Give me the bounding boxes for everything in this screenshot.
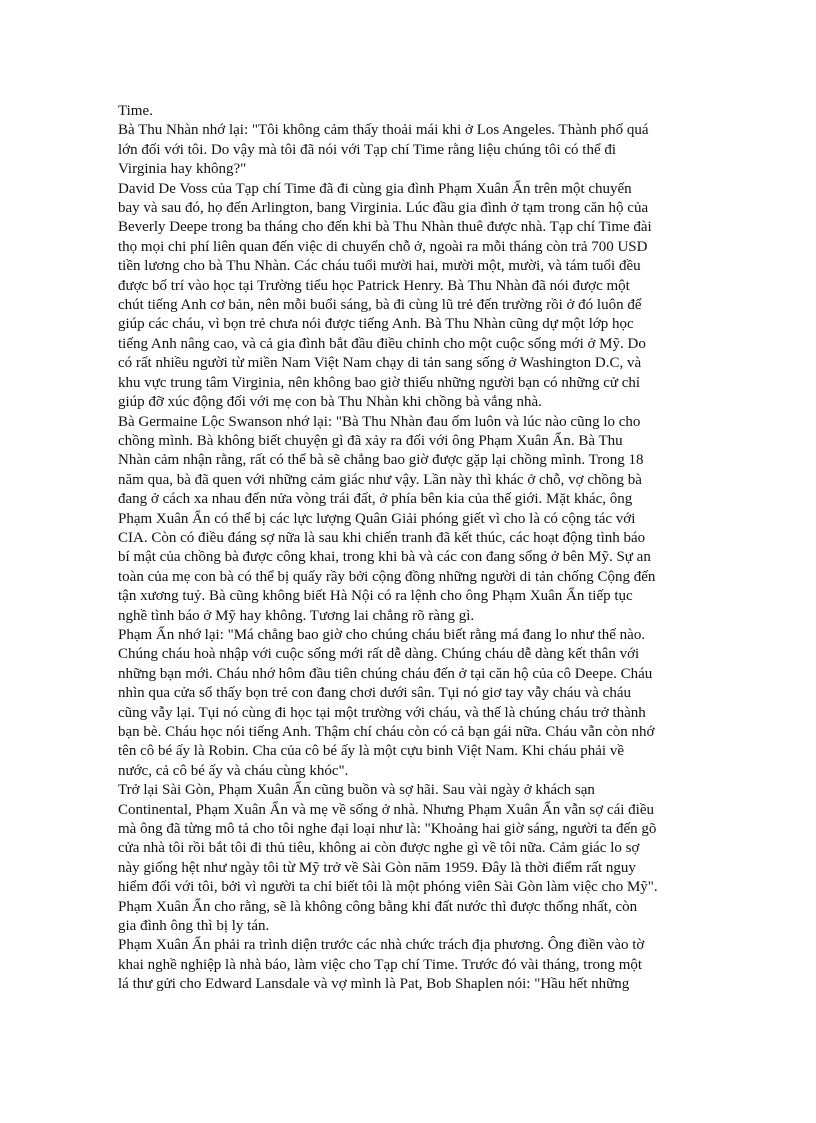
text-line: này giống hệt như ngày tôi từ Mỹ trở về Sài Gòn năm 1959. Đây là thời điểm rất nguy — [118, 859, 636, 876]
text-line: nước, cả cô bé ấy và cháu cùng khóc". — [118, 762, 349, 779]
text-line: bạn bè. Cháu học nói tiếng Anh. Thậm chí cháu còn có cả bạn gái nữa. Cháu vẫn còn nhớ — [118, 724, 655, 740]
text-line: có rất nhiều người từ miền Nam Việt Nam chạy di tản sang sống ở Washington D.C, và — [118, 355, 642, 372]
text-line: năm qua, bà đã quen với những cảm giác như vậy. Lần này thì khác ở chỗ, vợ chồng bà — [118, 471, 642, 488]
text-line: nhìn qua cửa sổ thấy bọn trẻ con đang chơi dưới sân. Tụi nó giơ tay vẫy cháu và cháu — [118, 685, 631, 702]
text-line: Trở lại Sài Gòn, Phạm Xuân Ẩn cũng buồn và sợ hãi. Sau vài ngày ở khách sạn — [118, 782, 595, 799]
text-line: Nhàn cảm nhận rằng, rất có thể bà sẽ chẳng bao giờ được gặp lại chồng mình. Trong 18 — [118, 452, 644, 469]
text-line: tên cô bé ấy là Robin. Cha của cô bé ấy là một cựu binh Việt Nam. Khi cháu phải về — [118, 743, 624, 760]
text-line: chồng mình. Bà không biết chuyện gì đã xảy ra đối với ông Phạm Xuân Ẩn. Bà Thu — [118, 432, 623, 449]
text-line: mà ông đã từng mô tả cho tôi nghe đại loại như là: "Khoảng hai giờ sáng, người ta đến gõ — [118, 821, 657, 838]
text-line: đang ở cách xa nhau đến nửa vòng trái đất, ở phía bên kia của thế giới. Mặt khác, ông — [118, 491, 633, 508]
text-line: toàn của mẹ con bà có thể bị quấy rầy bởi cộng đồng những người di tản chống Cộng đến — [118, 568, 656, 585]
text-line: thọ mọi chi phí liên quan đến việc di chuyển chỗ ở, ngoài ra mỗi tháng còn trả 700 USD — [118, 238, 648, 255]
paragraph-3 — [118, 180, 700, 413]
text-line: Virginia hay không?" — [118, 161, 247, 178]
paragraph-7 — [118, 936, 700, 994]
text-line: được bố trí vào học tại Trường tiểu học Patrick Henry. Bà Thu Nhàn đã nói được một — [118, 277, 630, 294]
text-line: hiểm đối với tôi, bởi vì người ta chỉ biết tôi là một phóng viên Sài Gòn làm việc cho Mỹ". — [118, 879, 658, 896]
text-line: Bà Germaine Lộc Swanson nhớ lại: "Bà Thu Nhàn đau ốm luôn và lúc nào cũng lo cho — [118, 413, 641, 430]
text-line: nghề tình báo ở Mỹ hay không. Tương lai chẳng rõ ràng gì. — [118, 607, 475, 624]
text-line: chút tiếng Anh cơ bản, nên mỗi buổi sáng, bà đi cùng lũ trẻ đến trường rồi ở đó luôn để — [118, 297, 642, 314]
text-line: khai nghề nghiệp là nhà báo, làm việc cho Tạp chí Time. Trước đó vài tháng, trong một — [118, 956, 643, 973]
text-line: lá thư gửi cho Edward Lansdale và vợ mình là Pat, Bob Shaplen nói: "Hầu hết những — [118, 976, 630, 993]
text-line: CIA. Còn có điều đáng sợ nữa là sau khi chiến tranh đã kết thúc, các hoạt động tình báo — [118, 529, 646, 546]
text-line: gia đình ông thì bị ly tán. — [118, 918, 270, 935]
text-line: giúp đỡ xúc động đối với mẹ con bà Thu Nhàn khi chồng bà vắng nhà. — [118, 394, 542, 411]
text-line: tiền lương cho bà Thu Nhàn. Các cháu tuổi mười hai, mười một, mười, và tám tuổi đều — [118, 258, 641, 275]
document-page — [118, 102, 700, 995]
paragraph-2 — [118, 121, 700, 179]
paragraph-4 — [118, 413, 700, 626]
text-line: cửa nhà tôi rồi bắt tôi đi thủ tiêu, không ai còn được nghe gì về tôi nữa. Cảm giác lo sợ — [118, 840, 640, 857]
text-line: Continental, Phạm Xuân Ẩn và mẹ về sống ở nhà. Nhưng Phạm Xuân Ẩn vẫn sợ cái điều — [118, 801, 654, 818]
text-line: cũng vẫy lại. Tụi nó cùng đi học tại một trường với cháu, và thế là chúng cháu trở thành — [118, 704, 646, 721]
text-line: David De Voss của Tạp chí Time đã đi cùng gia đình Phạm Xuân Ẩn trên một chuyến — [118, 180, 632, 197]
text-line: Phạm Xuân Ẩn phải ra trình diện trước các nhà chức trách địa phương. Ông điền vào tờ — [118, 937, 645, 954]
paragraph-1 — [118, 102, 700, 121]
text-line: những bạn mới. Cháu nhớ hôm đầu tiên chúng cháu đến ở tại căn hộ của cô Deepe. Cháu — [118, 665, 653, 682]
text-line: Beverly Deepe trong ba tháng cho đến khi bà Thu Nhàn thuê được nhà. Tạp chí Time đài — [118, 219, 652, 236]
text-line: Phạm Xuân Ẩn có thể bị các lực lượng Quân Giải phóng giết vì cho là có cộng tác với — [118, 510, 636, 527]
text-line: Phạm Ẩn nhớ lại: "Má chẳng bao giờ cho chúng cháu biết rằng má đang lo như thế nào. — [118, 626, 646, 643]
text-line: lớn đối với tôi. Do vậy mà tôi đã nói với Tạp chí Time rằng liệu chúng tôi có thể đi — [118, 141, 617, 158]
text-line: tiếng Anh nâng cao, và cả gia đình bắt đầu điều chỉnh cho một cuộc sống mới ở Mỹ. Do — [118, 335, 646, 352]
paragraph-6 — [118, 781, 700, 936]
text-line: bay và sau đó, họ đến Arlington, bang Virginia. Lúc đầu gia đình ở tạm trong căn hộ của — [118, 200, 649, 217]
text-line: Chúng cháu hoà nhập với cuộc sống mới rất dễ dàng. Chúng cháu dễ dàng kết thân với — [118, 646, 640, 663]
text-line: Phạm Xuân Ẩn cho rằng, sẽ là không công bằng khi đất nước thì được thống nhất, còn — [118, 898, 638, 915]
text-line: Bà Thu Nhàn nhớ lại: "Tôi không cảm thấy thoải mái khi ở Los Angeles. Thành phố quá — [118, 122, 649, 139]
text-line: tận xương tuỷ. Bà cũng không biết Hà Nội có ra lệnh cho ông Phạm Xuân Ẩn tiếp tục — [118, 588, 633, 605]
paragraph-5 — [118, 626, 700, 781]
text-line: giúp các cháu, vì bọn trẻ chưa nói được tiếng Anh. Bà Thu Nhàn cũng dự một lớp học — [118, 316, 634, 333]
text-line: Time. — [118, 103, 153, 119]
text-line: khu vực trung tâm Virginia, nên không bao giờ thiếu những người bạn có những cử chỉ — [118, 374, 641, 391]
text-line: bí mật của chồng bà được công khai, trong khi bà và các con đang sống ở bên Mỹ. Sự an — [118, 549, 651, 566]
